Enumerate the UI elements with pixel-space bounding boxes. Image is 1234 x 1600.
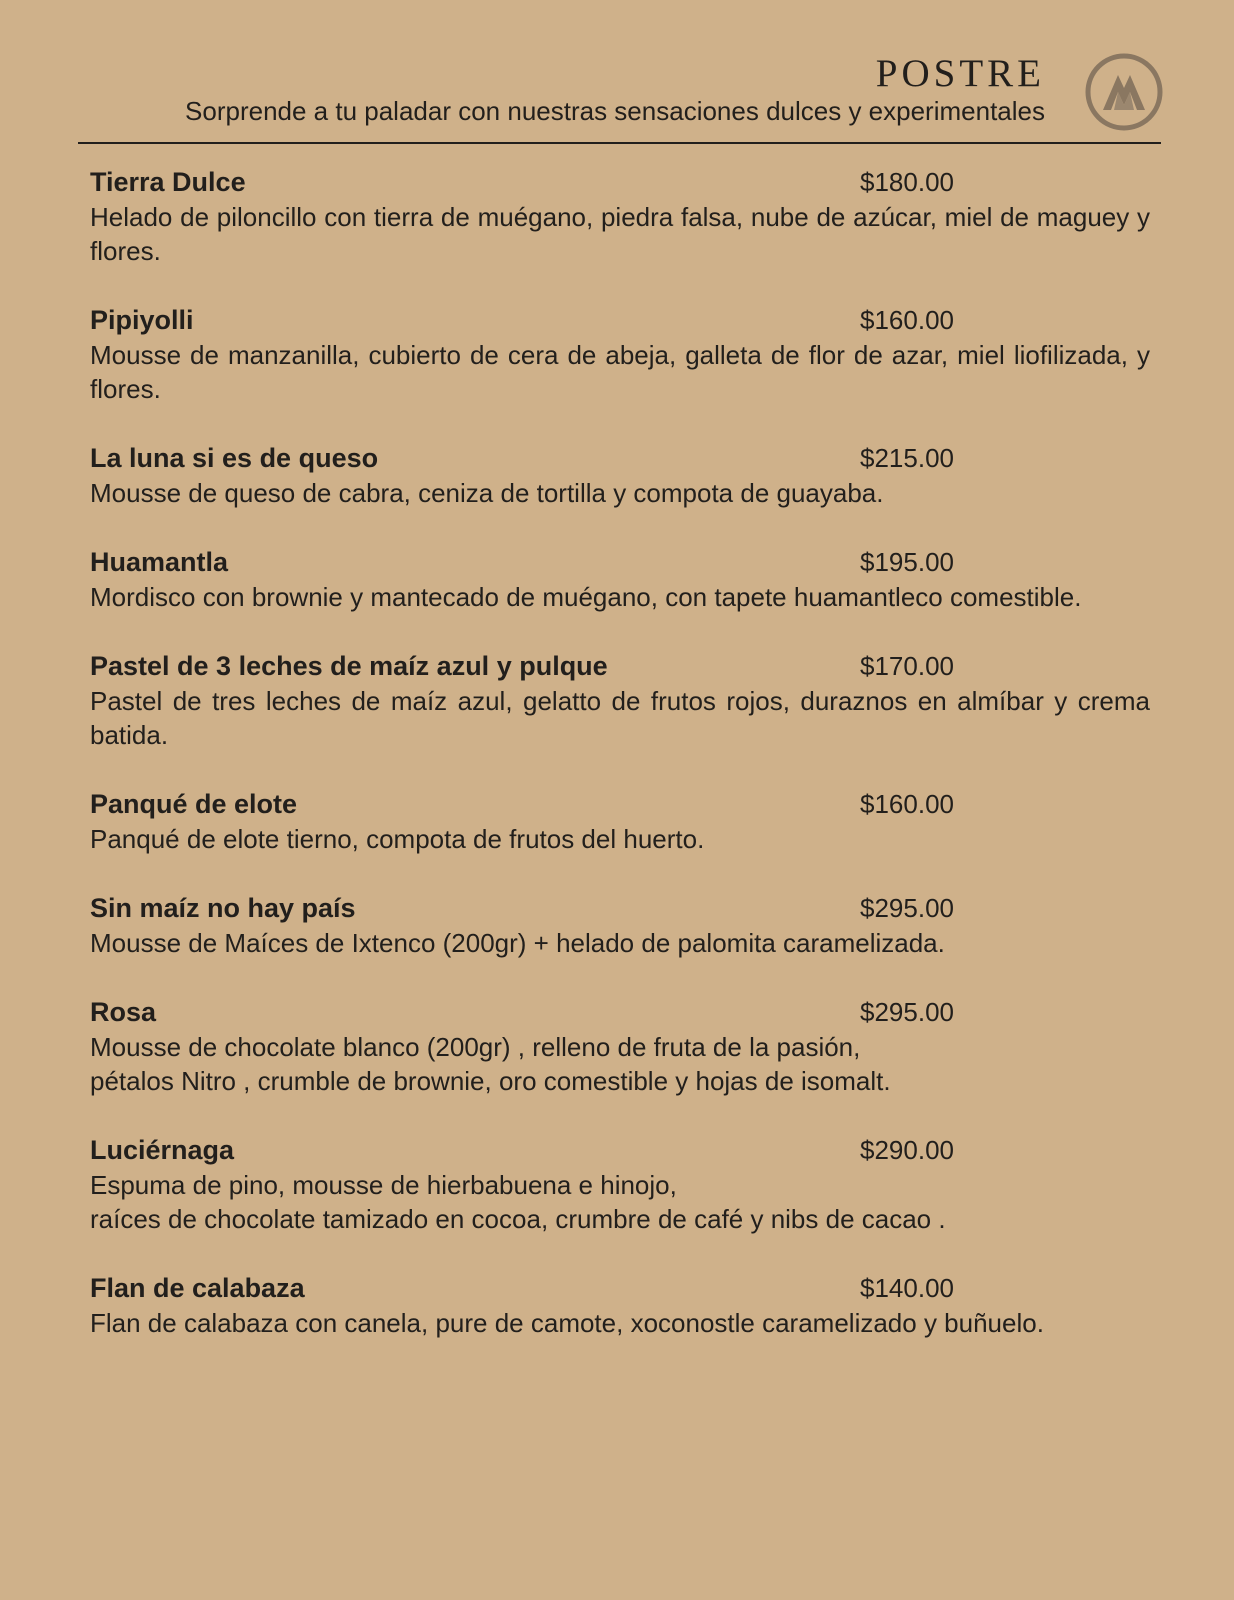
menu-item-price: $160.00: [860, 305, 954, 335]
menu-item-pipiyolli: [90, 302, 1160, 406]
menu-item-flan-de-calabaza: [90, 1270, 1160, 1340]
menu-item-name: Flan de calabaza: [90, 1273, 305, 1303]
menu-item-sin-maiz-no-hay-pais: [90, 890, 1160, 960]
menu-item-rosa: [90, 994, 1160, 1098]
menu-item-price: $195.00: [860, 547, 954, 577]
menu-item-price: $180.00: [860, 167, 954, 197]
menu-item-description: Pastel de tres leches de maíz azul, gelatto de frutos rojos, duraznos en almíbar y crema batida.: [90, 686, 1150, 750]
header-divider: [78, 142, 1161, 144]
menu-item-pastel-tres-leches: [90, 648, 1160, 752]
menu-item-luciernaga: [90, 1132, 1160, 1236]
menu-item-description: [90, 1030, 1150, 1098]
menu-item-price: $140.00: [860, 1273, 954, 1303]
menu-item-price: $290.00: [860, 1135, 954, 1165]
menu-item-price: $160.00: [860, 789, 954, 819]
menu-item-description: Mordisco con brownie y mantecado de muégano, con tapete huamantleco comestible.: [90, 582, 1082, 612]
menu-item-name: Luciérnaga: [90, 1135, 235, 1165]
menu-item-name: Huamantla: [90, 547, 229, 577]
menu-item-name: La luna si es de queso: [90, 443, 379, 473]
menu-item-huamantla: [90, 544, 1160, 614]
menu-item-name: Panqué de elote: [90, 789, 298, 819]
menu-item-description: [90, 1168, 1150, 1236]
menu-item-panque-de-elote: [90, 786, 1160, 856]
menu-item-name: Rosa: [90, 997, 157, 1027]
page-title: POSTRE: [875, 52, 1045, 95]
menu-item-description: Mousse de queso de cabra, ceniza de tortilla y compota de guayaba.: [90, 478, 884, 508]
menu-item-price: $170.00: [860, 651, 954, 681]
menu-item-tierra-dulce: [90, 164, 1160, 268]
menu-item-name: Pastel de 3 leches de maíz azul y pulque: [90, 651, 608, 681]
menu-item-price: $215.00: [860, 443, 954, 473]
menu-item-description: Panqué de elote tierno, compota de frutos del huerto.: [90, 824, 705, 854]
description-line: Mousse de chocolate blanco (200gr) , relleno de fruta de la pasión,: [90, 1032, 861, 1062]
description-line: raíces de chocolate tamizado en cocoa, crumbre de café y nibs de cacao .: [90, 1204, 946, 1234]
menu-item-description: Mousse de manzanilla, cubierto de cera de abeja, galleta de flor de azar, miel liofilizada, y flores.: [90, 340, 1150, 404]
menu-header: [78, 48, 1161, 144]
menu-item-description: Flan de calabaza con canela, pure de camote, xoconostle caramelizado y buñuelo.: [90, 1308, 1044, 1338]
dessert-menu-list: [90, 164, 1160, 1374]
description-line: Espuma de pino, mousse de hierbabuena e hinojo,: [90, 1170, 677, 1200]
menu-item-description: Helado de piloncillo con tierra de muégano, piedra falsa, nube de azúcar, miel de maguey y flores.: [90, 202, 1150, 266]
menu-item-name: Pipiyolli: [90, 305, 194, 335]
menu-item-price: $295.00: [860, 997, 954, 1027]
menu-item-name: Sin maíz no hay país: [90, 893, 356, 923]
menu-item-description: Mousse de Maíces de Ixtenco (200gr) + helado de palomita caramelizada.: [90, 928, 945, 958]
menu-item-price: $295.00: [860, 893, 954, 923]
menu-item-name: Tierra Dulce: [90, 167, 246, 197]
mountain-logo-icon: [1084, 52, 1164, 132]
menu-item-la-luna-si-es-de-queso: [90, 440, 1160, 510]
page-subtitle: Sorprende a tu paladar con nuestras sensaciones dulces y experimentales: [185, 96, 1045, 126]
description-line: pétalos Nitro , crumble de brownie, oro comestible y hojas de isomalt.: [90, 1066, 891, 1096]
